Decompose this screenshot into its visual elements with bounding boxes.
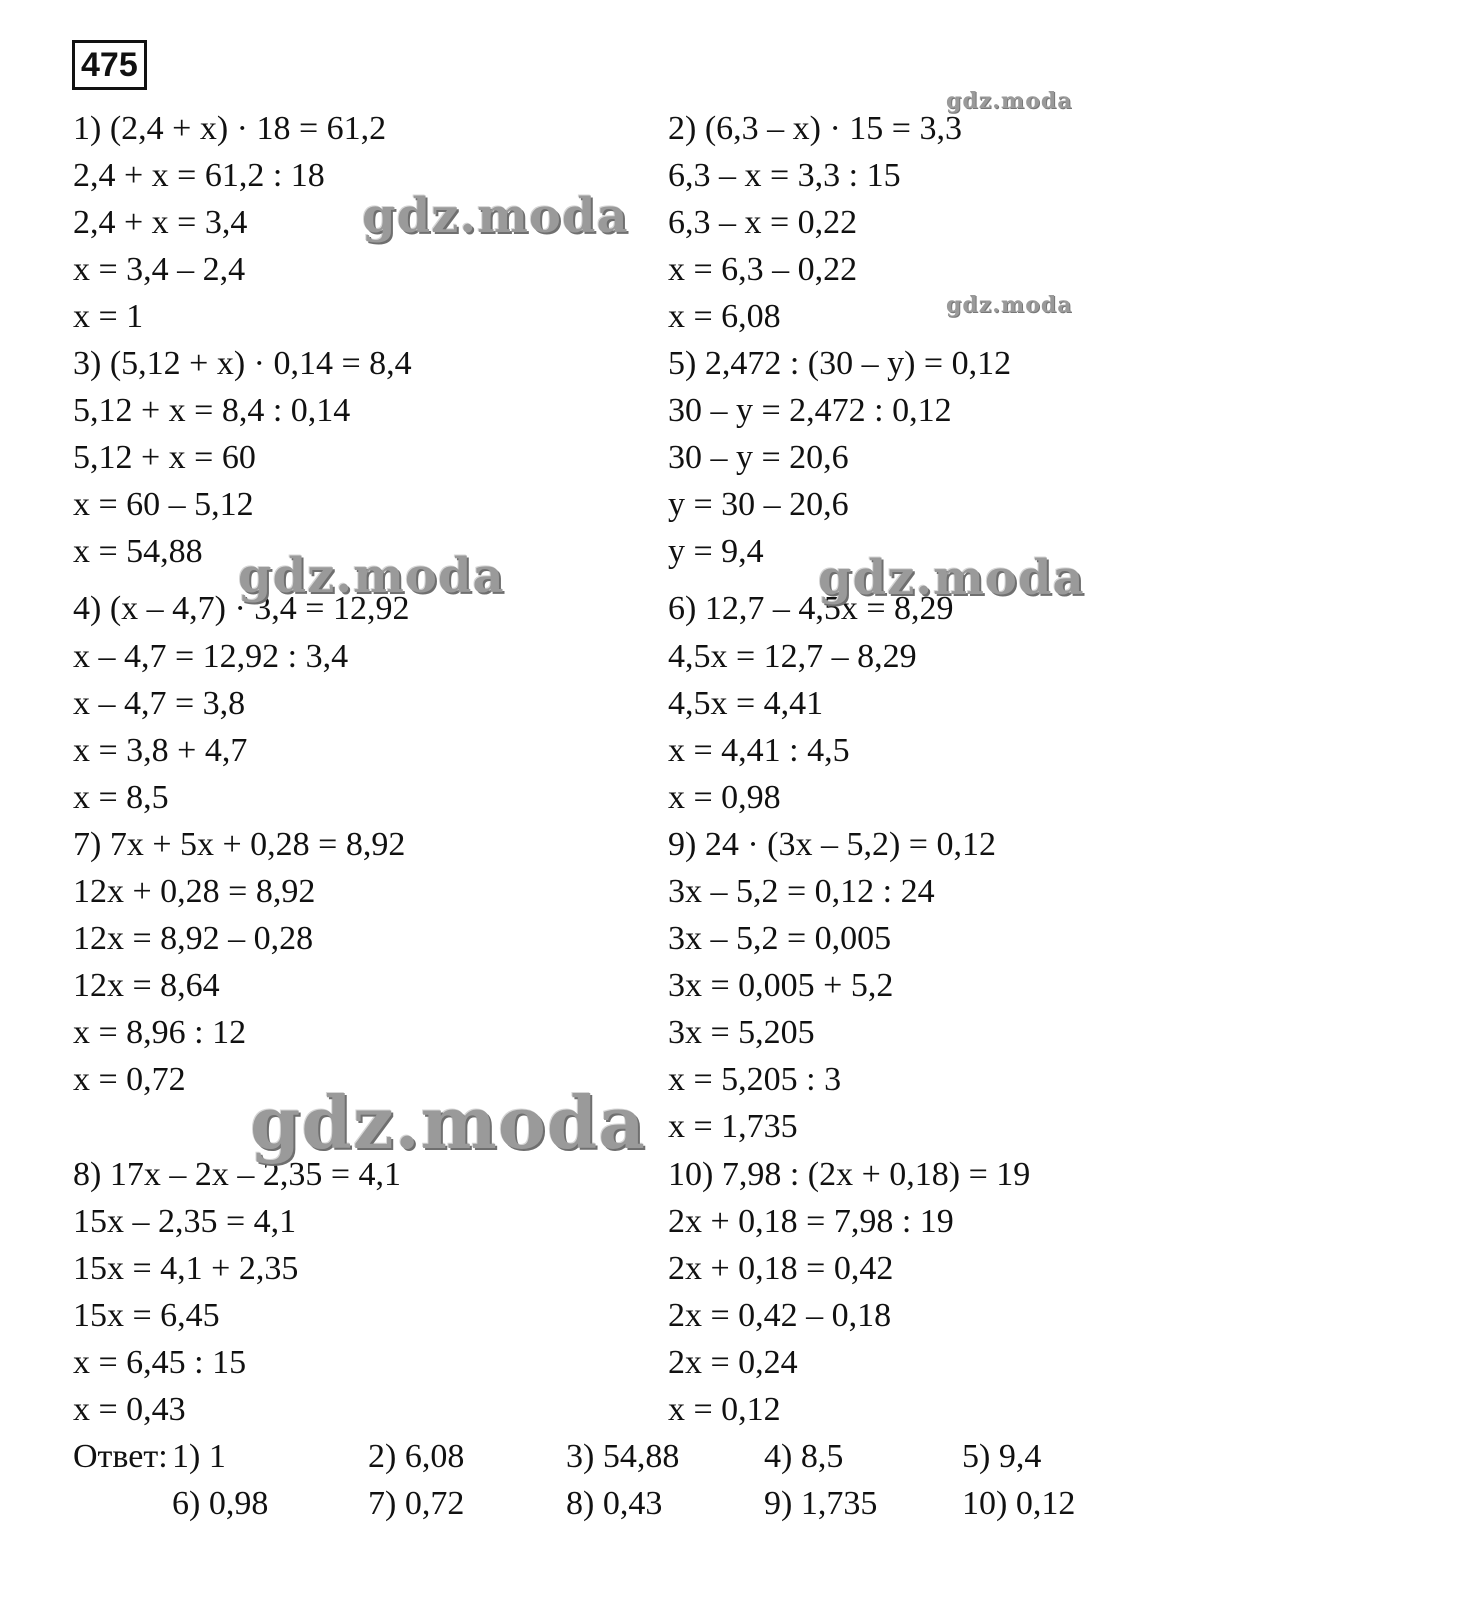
equation-line: 5,12 + x = 60 bbox=[73, 439, 256, 476]
equation-line: 12x = 8,92 – 0,28 bbox=[73, 920, 314, 957]
equation-line: 3x = 5,205 bbox=[668, 1014, 815, 1051]
equation-line: 2x = 0,24 bbox=[668, 1344, 798, 1381]
equation-line: x = 6,08 bbox=[668, 298, 781, 335]
equation-line: x = 6,45 : 15 bbox=[73, 1344, 247, 1381]
equation-line: 4,5x = 4,41 bbox=[668, 685, 824, 722]
equation-line: x = 0,43 bbox=[73, 1391, 186, 1428]
equation-line: x = 4,41 : 4,5 bbox=[668, 732, 850, 769]
equation-line: 5,12 + x = 8,4 : 0,14 bbox=[73, 392, 351, 429]
equation-line: 8) 17x – 2x – 2,35 = 4,1 bbox=[73, 1156, 401, 1193]
answer-item: 3) 54,88 bbox=[566, 1438, 680, 1475]
equation-line: 5) 2,472 : (30 – y) = 0,12 bbox=[668, 345, 1012, 382]
equation-line: 4) (x – 4,7) · 3,4 = 12,92 bbox=[73, 590, 410, 627]
equation-line: 2x + 0,18 = 7,98 : 19 bbox=[668, 1203, 954, 1240]
equation-line: 15x = 6,45 bbox=[73, 1297, 220, 1334]
answer-item: 5) 9,4 bbox=[962, 1438, 1042, 1475]
equation-line: x – 4,7 = 12,92 : 3,4 bbox=[73, 638, 349, 675]
equation-line: 15x = 4,1 + 2,35 bbox=[73, 1250, 299, 1287]
equation-line: x = 1,735 bbox=[668, 1108, 798, 1145]
equation-line: x – 4,7 = 3,8 bbox=[73, 685, 246, 722]
answer-item: 4) 8,5 bbox=[764, 1438, 844, 1475]
equation-line: 2,4 + x = 61,2 : 18 bbox=[73, 157, 325, 194]
answer-item: 10) 0,12 bbox=[962, 1485, 1076, 1522]
answer-item: 1) 1 bbox=[172, 1438, 226, 1475]
equation-line: 3x = 0,005 + 5,2 bbox=[668, 967, 894, 1004]
equation-line: y = 30 – 20,6 bbox=[668, 486, 849, 523]
equation-line: 6,3 – x = 3,3 : 15 bbox=[668, 157, 901, 194]
watermark: gdz.moda bbox=[250, 1080, 646, 1165]
equation-line: x = 5,205 : 3 bbox=[668, 1061, 842, 1098]
answer-item: 9) 1,735 bbox=[764, 1485, 878, 1522]
equation-line: 3) (5,12 + x) · 0,14 = 8,4 bbox=[73, 345, 412, 382]
equation-line: x = 6,3 – 0,22 bbox=[668, 251, 858, 288]
equation-line: x = 8,5 bbox=[73, 779, 169, 816]
equation-line: y = 9,4 bbox=[668, 533, 764, 570]
watermark: gdz.moda bbox=[818, 550, 1085, 606]
answer-item: 2) 6,08 bbox=[368, 1438, 465, 1475]
equation-line: 2x + 0,18 = 0,42 bbox=[668, 1250, 894, 1287]
equation-line: x = 0,12 bbox=[668, 1391, 781, 1428]
watermark: gdz.moda bbox=[238, 548, 505, 604]
equation-line: x = 8,96 : 12 bbox=[73, 1014, 247, 1051]
equation-line: 9) 24 · (3x – 5,2) = 0,12 bbox=[668, 826, 996, 863]
equation-line: x = 3,8 + 4,7 bbox=[73, 732, 248, 769]
equation-line: x = 1 bbox=[73, 298, 144, 335]
answer-label: Ответ: bbox=[73, 1438, 168, 1475]
equation-line: 4,5x = 12,7 – 8,29 bbox=[668, 638, 917, 675]
equation-line: 2x = 0,42 – 0,18 bbox=[668, 1297, 892, 1334]
equation-line: 12x = 8,64 bbox=[73, 967, 220, 1004]
watermark: gdz.moda bbox=[946, 88, 1073, 114]
equation-line: 7) 7x + 5x + 0,28 = 8,92 bbox=[73, 826, 406, 863]
equation-line: 2) (6,3 – x) · 15 = 3,3 bbox=[668, 110, 962, 147]
equation-line: x = 54,88 bbox=[73, 533, 203, 570]
equation-line: x = 0,98 bbox=[668, 779, 781, 816]
equation-line: 3x – 5,2 = 0,005 bbox=[668, 920, 892, 957]
equation-line: x = 60 – 5,12 bbox=[73, 486, 254, 523]
equation-line: x = 0,72 bbox=[73, 1061, 186, 1098]
watermark: gdz.moda bbox=[362, 188, 629, 244]
equation-line: x = 3,4 – 2,4 bbox=[73, 251, 246, 288]
equation-line: 1) (2,4 + x) · 18 = 61,2 bbox=[73, 110, 387, 147]
equation-line: 30 – y = 2,472 : 0,12 bbox=[668, 392, 952, 429]
equation-line: 3x – 5,2 = 0,12 : 24 bbox=[668, 873, 935, 910]
equation-line: 15x – 2,35 = 4,1 bbox=[73, 1203, 297, 1240]
equation-line: 2,4 + x = 3,4 bbox=[73, 204, 248, 241]
equation-line: 12x + 0,28 = 8,92 bbox=[73, 873, 316, 910]
equation-line: 6) 12,7 – 4,5x = 8,29 bbox=[668, 590, 954, 627]
answer-item: 8) 0,43 bbox=[566, 1485, 663, 1522]
equation-line: 30 – y = 20,6 bbox=[668, 439, 849, 476]
answer-item: 7) 0,72 bbox=[368, 1485, 465, 1522]
task-number-box: 475 bbox=[72, 40, 147, 90]
answer-item: 6) 0,98 bbox=[172, 1485, 269, 1522]
equation-line: 6,3 – x = 0,22 bbox=[668, 204, 858, 241]
watermark: gdz.moda bbox=[946, 292, 1073, 318]
equation-line: 10) 7,98 : (2x + 0,18) = 19 bbox=[668, 1156, 1031, 1193]
